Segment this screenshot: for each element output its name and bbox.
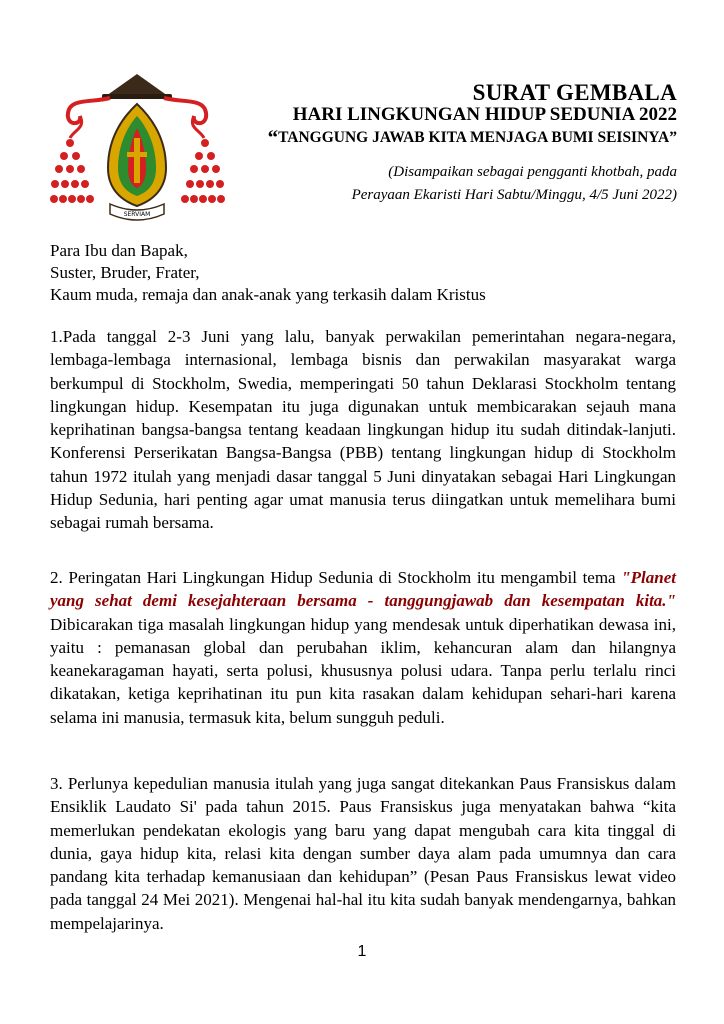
- document-title: SURAT GEMBALA: [472, 80, 677, 105]
- paragraph-2: [50, 566, 676, 729]
- theme-close-quote: ”: [669, 129, 677, 146]
- paragraph-2-intro: 2. Peringatan Hari Lingkungan Hidup Sedunia di Stockholm itu mengambil tema: [50, 568, 622, 587]
- theme-text: TANGGUNG JAWAB KITA MENJAGA BUMI SEISINYA: [278, 129, 670, 146]
- coat-of-arms-logo: [50, 68, 225, 228]
- greeting: [50, 240, 486, 306]
- greeting-line: Para Ibu dan Bapak,: [50, 241, 188, 260]
- page-number: 1: [357, 943, 367, 960]
- greeting-line: Kaum muda, remaja dan anak-anak yang terkasih dalam Kristus: [50, 285, 486, 304]
- paragraph-2-body: Dibicarakan tiga masalah lingkungan hidup yang mendesak untuk diperhatikan dewasa ini, yaitu : pemanasan global dan perubahan iklim, kehancuran alam dan hilangnya keanekaragaman hayati, serta polusi, khususnya polusi udara. Tanpa perlu terlalu rinci dikatakan, ketiga keprihatinan itu pun kita rasakan dalam kehidupan sehari-hari karena selama ini manusia, termasuk kita, belum sungguh peduli.: [50, 614, 676, 727]
- paragraph-3: 3. Perlunya kepedulian manusia itulah yang juga sangat ditekankan Paus Fransiskus dalam Ensiklik Laudato Si' pada tahun 2015. Paus Fransiskus juga menyatakan bahwa “kita memerlukan pendekatan ekologis yang baru yang dapat mengubah cara kita tinggal di dunia, gaya hidup kita, relasi kita dengan sumber daya alam pada umumnya dan cara pandang kita terhadap kemanusiaan dan kehidupan” (Pesan Paus Fransiskus lewat video pada tanggal 24 Mei 2021). Mengenai hal-hal itu kita sudah banyak mendengarnya, bahkan mempelajarinya.: [50, 774, 676, 933]
- delivery-note-line1: (Disampaikan sebagai pengganti khotbah, pada: [388, 164, 677, 180]
- document-theme: [268, 125, 677, 150]
- theme-open-quote: “: [267, 125, 279, 149]
- theme-quote-highlight: "Planet yang sehat demi kesejahteraan bersama - tanggungjawab dan kesempatan kita.": [50, 568, 676, 611]
- crest-motto: SERVIAM: [123, 211, 151, 218]
- paragraph-1: 1.Pada tanggal 2-3 Juni yang lalu, banyak perwakilan pemerintahan negara-negara, lembaga-lembaga internasional, lembaga bisnis dan perwakilan masyarakat warga berkumpul di Stockholm, Swedia, memperingati 50 tahun Deklarasi Stockholm tentang lingkungan hidup. Kesempatan itu juga digunakan untuk membicarakan sejauh mana keprihatinan bangsa-bangsa tentang keadaan lingkungan hidup itu sudah ditindak-lanjuti. Konferensi Perserikatan Bangsa-Bangsa (PBB) tentang lingkungan hidup di Stockholm tahun 1972 itulah yang menjadi dasar tanggal 5 Juni dinyatakan sebagai Hari Lingkungan Hidup Sedunia, hari penting agar umat manusia terus diingatkan untuk memelihara bumi sebagai rumah bersama.: [50, 327, 676, 533]
- greeting-line: Suster, Bruder, Frater,: [50, 263, 200, 282]
- document-subtitle: HARI LINGKUNGAN HIDUP SEDUNIA 2022: [292, 104, 677, 125]
- delivery-note-line2: Perayaan Ekaristi Hari Sabtu/Minggu, 4/5 Juni 2022): [351, 187, 677, 203]
